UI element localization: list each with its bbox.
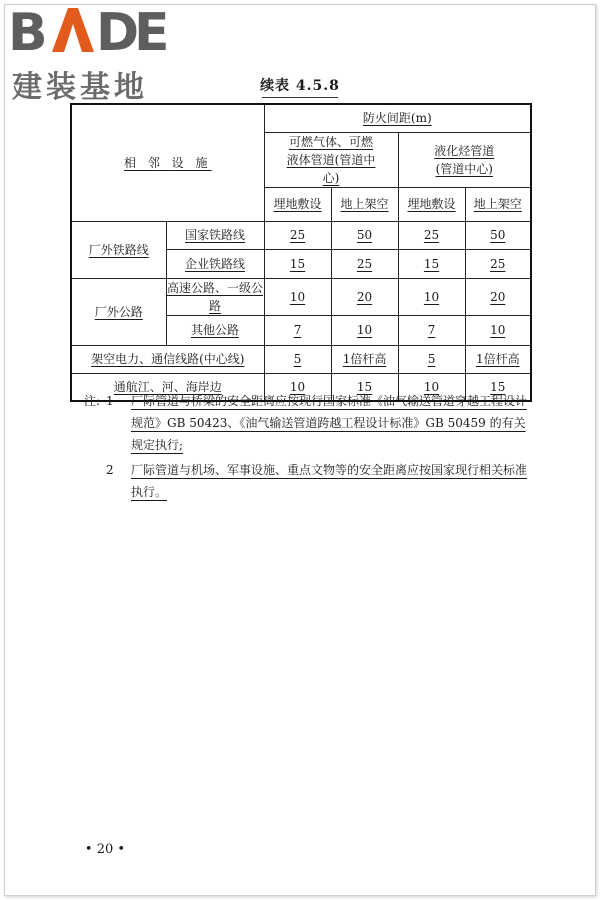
logo-wordmark (8, 6, 176, 56)
table-header-row (71, 104, 531, 132)
page-number: • 20 • (84, 842, 126, 857)
cell-value: 25 (465, 249, 531, 278)
table-caption: 续表 4.5.8 (260, 78, 340, 94)
header-facility: 相 邻 设 施 (71, 104, 264, 221)
table-row (71, 221, 531, 249)
table-notes (84, 390, 534, 506)
row-label: 其他公路 (166, 315, 264, 345)
cell-value: 25 (331, 249, 398, 278)
cell-value: 10 (398, 373, 465, 401)
note-text: 厂际管道与桥梁的安全距离应按现行国家标准《油气输送管道穿越工程设计规范》GB 50423、《油气输送管道跨越工程设计标准》GB 50459 的有关规定执行; (131, 394, 528, 452)
logo-accent-a-shape (52, 8, 94, 52)
cell-value: 50 (331, 221, 398, 249)
row-label: 企业铁路线 (166, 249, 264, 278)
row-label: 架空电力、通信线路(中心线) (71, 345, 264, 373)
group-railway: 厂外铁路线 (71, 221, 166, 278)
group-road: 厂外公路 (71, 278, 166, 345)
note-item (84, 459, 534, 503)
cell-value: 15 (331, 373, 398, 401)
fire-distance-table (70, 103, 532, 402)
row-label: 高速公路、一级公路 (166, 278, 264, 315)
header-buried-1: 埋地敷设 (264, 187, 331, 221)
cell-value: 10 (398, 278, 465, 315)
header-lpg: 液化烃管道(管道中心) (398, 132, 531, 187)
logo-letter-b: B (8, 6, 48, 56)
cell-value: 10 (264, 373, 331, 401)
cell-value: 10 (331, 315, 398, 345)
row-label: 国家铁路线 (166, 221, 264, 249)
cell-value: 15 (264, 249, 331, 278)
cell-value: 1倍杆高 (331, 345, 398, 373)
table-row (71, 345, 531, 373)
cell-value: 7 (264, 315, 331, 345)
header-overhead-2: 地上架空 (465, 187, 531, 221)
logo-subtitle: 建装基地 (12, 70, 148, 105)
header-buried-2: 埋地敷设 (398, 187, 465, 221)
header-combustible: 可燃气体、可燃液体管道(管道中心) (264, 132, 398, 187)
cell-value: 15 (465, 373, 531, 401)
cell-value: 20 (331, 278, 398, 315)
cell-value: 50 (465, 221, 531, 249)
cell-value: 5 (398, 345, 465, 373)
logo-letter-e: E (134, 6, 170, 56)
table-row (71, 278, 531, 315)
cell-value: 25 (398, 221, 465, 249)
cell-value: 20 (465, 278, 531, 315)
row-label: 通航江、河、海岸边 (71, 373, 264, 401)
note-item (84, 390, 534, 456)
cell-value: 15 (398, 249, 465, 278)
header-overhead-1: 地上架空 (331, 187, 398, 221)
cell-value: 25 (264, 221, 331, 249)
note-text: 厂际管道与机场、军事设施、重点文物等的安全距离应按国家现行相关标准执行。 (131, 463, 528, 499)
cell-value: 10 (264, 278, 331, 315)
header-fire-distance: 防火间距(m) (264, 104, 531, 132)
cell-value: 5 (264, 345, 331, 373)
caption-underline (262, 97, 338, 98)
note-prefix: 注: (84, 394, 101, 408)
cell-value: 7 (398, 315, 465, 345)
note-number: 1 (106, 394, 114, 408)
logo-letter-d: D (96, 6, 140, 56)
note-number: 2 (106, 463, 114, 477)
cell-value: 1倍杆高 (465, 345, 531, 373)
cell-value: 10 (465, 315, 531, 345)
